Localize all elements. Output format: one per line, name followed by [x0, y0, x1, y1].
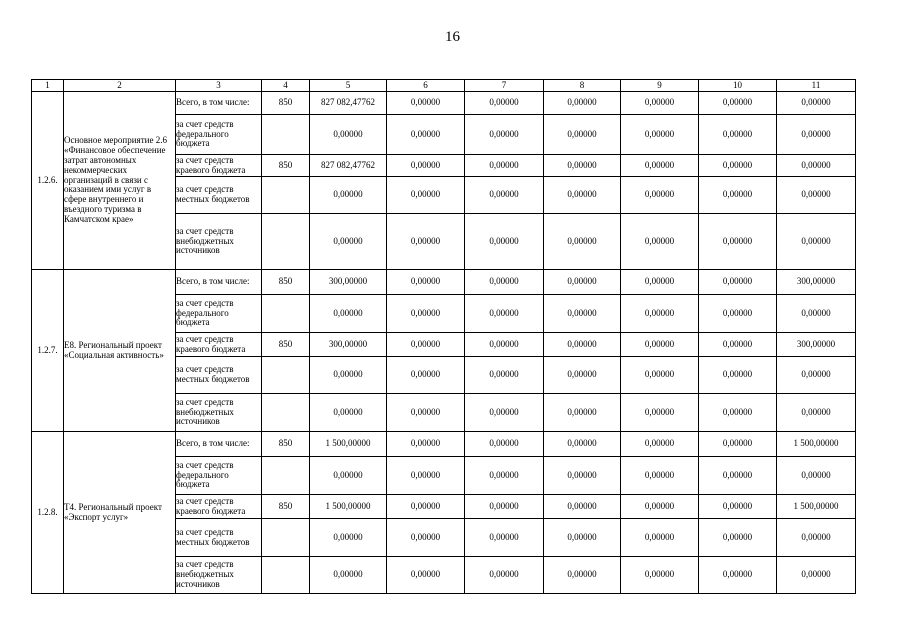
amount-cell: 0,00000 [699, 557, 777, 594]
column-header: 2 [64, 80, 176, 92]
amount-cell: 0,00000 [465, 457, 544, 495]
amount-cell: 0,00000 [777, 519, 856, 557]
amount-cell: 0,00000 [387, 115, 465, 155]
amount-cell: 0,00000 [544, 92, 621, 115]
amount-cell: 0,00000 [699, 155, 777, 177]
amount-cell: 0,00000 [699, 432, 777, 457]
amount-cell: 0,00000 [387, 432, 465, 457]
amount-cell: 0,00000 [544, 155, 621, 177]
amount-cell: 0,00000 [387, 519, 465, 557]
amount-cell: 0,00000 [621, 270, 699, 295]
amount-cell: 0,00000 [699, 270, 777, 295]
amount-cell: 0,00000 [387, 92, 465, 115]
column-header: 5 [310, 80, 387, 92]
funding-source: за счет средств местных бюджетов [176, 519, 262, 557]
amount-cell: 0,00000 [699, 495, 777, 519]
funding-source: за счет средств внебюджетных источников [176, 214, 262, 270]
amount-cell: 0,00000 [465, 92, 544, 115]
amount-cell: 0,00000 [777, 155, 856, 177]
amount-cell: 0,00000 [621, 155, 699, 177]
amount-cell: 0,00000 [387, 357, 465, 394]
column-header: 6 [387, 80, 465, 92]
amount-cell: 1 500,00000 [310, 432, 387, 457]
budget-code: 850 [262, 92, 310, 115]
budget-code: 850 [262, 495, 310, 519]
amount-cell: 827 082,47762 [310, 92, 387, 115]
amount-cell: 0,00000 [544, 519, 621, 557]
amount-cell: 0,00000 [621, 92, 699, 115]
amount-cell: 0,00000 [621, 519, 699, 557]
funding-source: за счет средств местных бюджетов [176, 177, 262, 214]
amount-cell: 0,00000 [310, 357, 387, 394]
funding-source: за счет средств местных бюджетов [176, 357, 262, 394]
activity-name: Е8. Региональный проект «Социальная активность» [64, 270, 176, 432]
amount-cell: 0,00000 [621, 295, 699, 333]
amount-cell: 0,00000 [310, 177, 387, 214]
amount-cell: 300,00000 [310, 333, 387, 357]
amount-cell: 0,00000 [465, 432, 544, 457]
funding-source: Всего, в том числе: [176, 270, 262, 295]
table-row [32, 270, 856, 295]
amount-cell: 0,00000 [699, 333, 777, 357]
funding-source: за счет средств федерального бюджета [176, 295, 262, 333]
amount-cell: 0,00000 [465, 295, 544, 333]
amount-cell: 1 500,00000 [777, 432, 856, 457]
amount-cell: 0,00000 [544, 357, 621, 394]
amount-cell: 0,00000 [387, 177, 465, 214]
amount-cell: 0,00000 [387, 270, 465, 295]
amount-cell: 0,00000 [544, 432, 621, 457]
amount-cell: 0,00000 [465, 155, 544, 177]
amount-cell: 0,00000 [310, 115, 387, 155]
amount-cell: 0,00000 [387, 155, 465, 177]
amount-cell: 300,00000 [777, 270, 856, 295]
amount-cell: 0,00000 [465, 394, 544, 432]
amount-cell: 0,00000 [310, 214, 387, 270]
amount-cell: 0,00000 [387, 394, 465, 432]
amount-cell: 0,00000 [310, 557, 387, 594]
column-header: 9 [621, 80, 699, 92]
amount-cell: 0,00000 [310, 519, 387, 557]
amount-cell: 0,00000 [699, 92, 777, 115]
amount-cell: 0,00000 [621, 557, 699, 594]
table-row [32, 92, 856, 115]
amount-cell: 0,00000 [544, 333, 621, 357]
budget-code [262, 214, 310, 270]
amount-cell: 0,00000 [310, 457, 387, 495]
row-number: 1.2.6. [32, 92, 64, 270]
funding-source: за счет средств федерального бюджета [176, 115, 262, 155]
amount-cell: 0,00000 [777, 92, 856, 115]
amount-cell: 0,00000 [544, 115, 621, 155]
budget-code [262, 557, 310, 594]
amount-cell: 0,00000 [387, 557, 465, 594]
amount-cell: 0,00000 [777, 214, 856, 270]
amount-cell: 0,00000 [699, 214, 777, 270]
amount-cell: 0,00000 [465, 557, 544, 594]
amount-cell: 0,00000 [621, 357, 699, 394]
amount-cell: 0,00000 [621, 457, 699, 495]
amount-cell: 827 082,47762 [310, 155, 387, 177]
amount-cell: 0,00000 [465, 357, 544, 394]
budget-code [262, 177, 310, 214]
column-header: 4 [262, 80, 310, 92]
amount-cell: 0,00000 [544, 214, 621, 270]
funding-source: за счет средств внебюджетных источников [176, 394, 262, 432]
amount-cell: 0,00000 [777, 357, 856, 394]
amount-cell: 1 500,00000 [777, 495, 856, 519]
amount-cell: 0,00000 [387, 495, 465, 519]
amount-cell: 0,00000 [387, 214, 465, 270]
budget-code [262, 394, 310, 432]
table-header-row [32, 80, 856, 92]
amount-cell: 0,00000 [465, 333, 544, 357]
activity-name: Т4. Региональный проект «Экспорт услуг» [64, 432, 176, 594]
amount-cell: 0,00000 [387, 457, 465, 495]
funding-source: за счет средств внебюджетных источников [176, 557, 262, 594]
amount-cell: 0,00000 [544, 270, 621, 295]
row-number: 1.2.8. [32, 432, 64, 594]
amount-cell: 0,00000 [777, 394, 856, 432]
budget-code: 850 [262, 432, 310, 457]
amount-cell: 0,00000 [699, 394, 777, 432]
budget-code: 850 [262, 333, 310, 357]
amount-cell: 0,00000 [777, 115, 856, 155]
amount-cell: 0,00000 [465, 177, 544, 214]
amount-cell: 300,00000 [777, 333, 856, 357]
amount-cell: 0,00000 [777, 177, 856, 214]
budget-code: 850 [262, 270, 310, 295]
amount-cell: 0,00000 [310, 295, 387, 333]
funding-source: за счет средств краевого бюджета [176, 495, 262, 519]
funding-source: Всего, в том числе: [176, 92, 262, 115]
amount-cell: 0,00000 [777, 295, 856, 333]
funding-source: за счет средств краевого бюджета [176, 155, 262, 177]
amount-cell: 1 500,00000 [310, 495, 387, 519]
amount-cell: 0,00000 [387, 333, 465, 357]
amount-cell: 0,00000 [621, 495, 699, 519]
column-header: 1 [32, 80, 64, 92]
amount-cell: 0,00000 [699, 357, 777, 394]
amount-cell: 0,00000 [544, 495, 621, 519]
amount-cell: 0,00000 [544, 557, 621, 594]
budget-code [262, 295, 310, 333]
amount-cell: 0,00000 [310, 394, 387, 432]
amount-cell: 0,00000 [465, 115, 544, 155]
column-header: 11 [777, 80, 856, 92]
amount-cell: 0,00000 [465, 270, 544, 295]
amount-cell: 0,00000 [699, 519, 777, 557]
amount-cell: 0,00000 [621, 432, 699, 457]
budget-code [262, 357, 310, 394]
amount-cell: 0,00000 [544, 295, 621, 333]
amount-cell: 0,00000 [621, 214, 699, 270]
budget-table [31, 79, 856, 594]
table-body [32, 92, 856, 594]
amount-cell: 0,00000 [699, 177, 777, 214]
row-number: 1.2.7. [32, 270, 64, 432]
funding-source: за счет средств краевого бюджета [176, 333, 262, 357]
table-row [32, 432, 856, 457]
budget-code [262, 519, 310, 557]
column-header: 8 [544, 80, 621, 92]
amount-cell: 0,00000 [465, 495, 544, 519]
budget-code [262, 457, 310, 495]
amount-cell: 0,00000 [544, 177, 621, 214]
funding-source: за счет средств федерального бюджета [176, 457, 262, 495]
amount-cell: 0,00000 [621, 394, 699, 432]
amount-cell: 0,00000 [465, 519, 544, 557]
amount-cell: 0,00000 [621, 115, 699, 155]
column-header: 3 [176, 80, 262, 92]
budget-code: 850 [262, 155, 310, 177]
amount-cell: 0,00000 [777, 457, 856, 495]
amount-cell: 300,00000 [310, 270, 387, 295]
amount-cell: 0,00000 [621, 333, 699, 357]
column-header: 10 [699, 80, 777, 92]
amount-cell: 0,00000 [387, 295, 465, 333]
budget-code [262, 115, 310, 155]
amount-cell: 0,00000 [465, 214, 544, 270]
amount-cell: 0,00000 [544, 457, 621, 495]
amount-cell: 0,00000 [544, 394, 621, 432]
funding-source: Всего, в том числе: [176, 432, 262, 457]
column-header: 7 [465, 80, 544, 92]
page-number: 16 [445, 29, 460, 45]
amount-cell: 0,00000 [621, 177, 699, 214]
amount-cell: 0,00000 [699, 115, 777, 155]
activity-name: Основное мероприятие 2.6 «Финансовое обеспечение затрат автономных некоммерческих организаций в связи с оказанием ими услуг в сфере внутреннего и въездного туризма в Камчатском крае» [64, 92, 176, 270]
amount-cell: 0,00000 [699, 457, 777, 495]
amount-cell: 0,00000 [777, 557, 856, 594]
amount-cell: 0,00000 [699, 295, 777, 333]
